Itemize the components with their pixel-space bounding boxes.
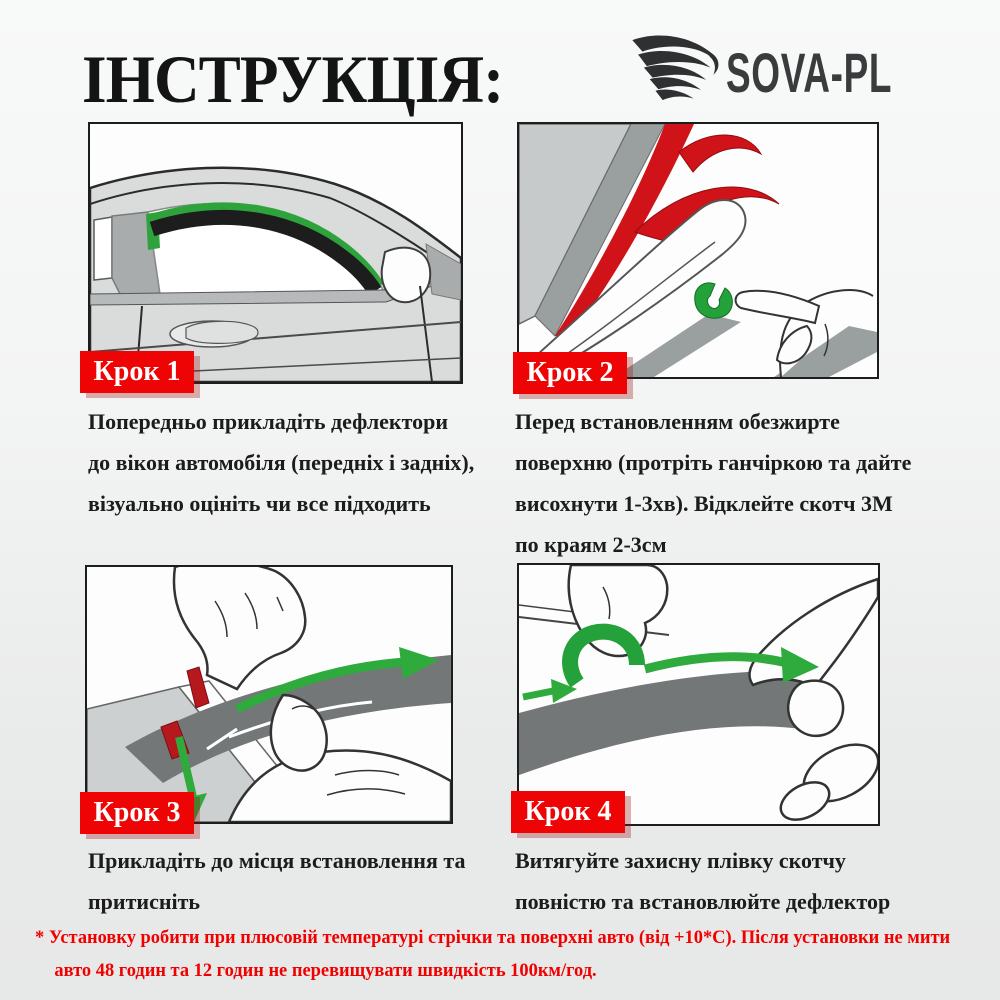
footnote-line: * Установку робити при плюсовій температурі стрічки та поверхні авто (від +10*С). Після установки не мити (35, 927, 951, 948)
step3-description (88, 840, 465, 922)
step-description-line: Витягуйте захисну плівку скотчу (515, 848, 846, 873)
step-description-line: притисніть (88, 889, 201, 914)
footnote-line: авто 48 годин та 12 годин не перевищувати швидкість 100км/год. (54, 960, 597, 981)
step2-illustration-panel (517, 122, 879, 379)
press-deflector-drawing (87, 567, 451, 822)
step4-description (515, 840, 890, 922)
step-description-line: візуально оцініть чи все підходить (88, 491, 431, 516)
peel-tape-drawing (519, 124, 877, 377)
step2-badge-label: Крок 2 (526, 357, 614, 388)
step-description-line: Попередньо прикладіть дефлектори (88, 409, 449, 434)
wing-icon (628, 28, 722, 110)
step-description-line: до вікон автомобіля (передніх і задніх), (88, 450, 475, 475)
step4-badge-label: Крок 4 (524, 796, 612, 827)
step1-description (88, 401, 474, 524)
step-description-line: поверхню (протріть ганчіркою та дайте (515, 450, 912, 475)
installation-footnote (35, 921, 957, 987)
step3-badge-label: Крок 3 (93, 797, 181, 828)
step2-badge (513, 352, 627, 394)
step-description-line: по краям 2-3см (515, 532, 667, 557)
page-title: ІНСТРУКЦІЯ: (82, 41, 504, 117)
step-description-line: Перед встановленням обезжирте (515, 409, 840, 434)
brand-name: SOVA-PL (726, 41, 893, 104)
step-description-line: висохнути 1-3хв). Відклейте скотч 3М (515, 491, 893, 516)
car-window-deflector-drawing (90, 124, 461, 382)
step-description-line: повністю та встановлюйте дефлектор (515, 889, 891, 914)
pull-film-drawing (519, 565, 878, 824)
step1-illustration-panel (88, 122, 463, 384)
step3-badge (80, 792, 194, 834)
step3-illustration-panel (85, 565, 453, 824)
step1-badge-label: Крок 1 (93, 356, 181, 387)
step-description-line: Прикладіть до місця встановлення та (88, 848, 466, 873)
step1-badge (80, 351, 194, 393)
brand-logo (628, 26, 898, 112)
step2-description (515, 401, 911, 565)
step4-badge (511, 791, 625, 833)
step4-illustration-panel (517, 563, 880, 826)
